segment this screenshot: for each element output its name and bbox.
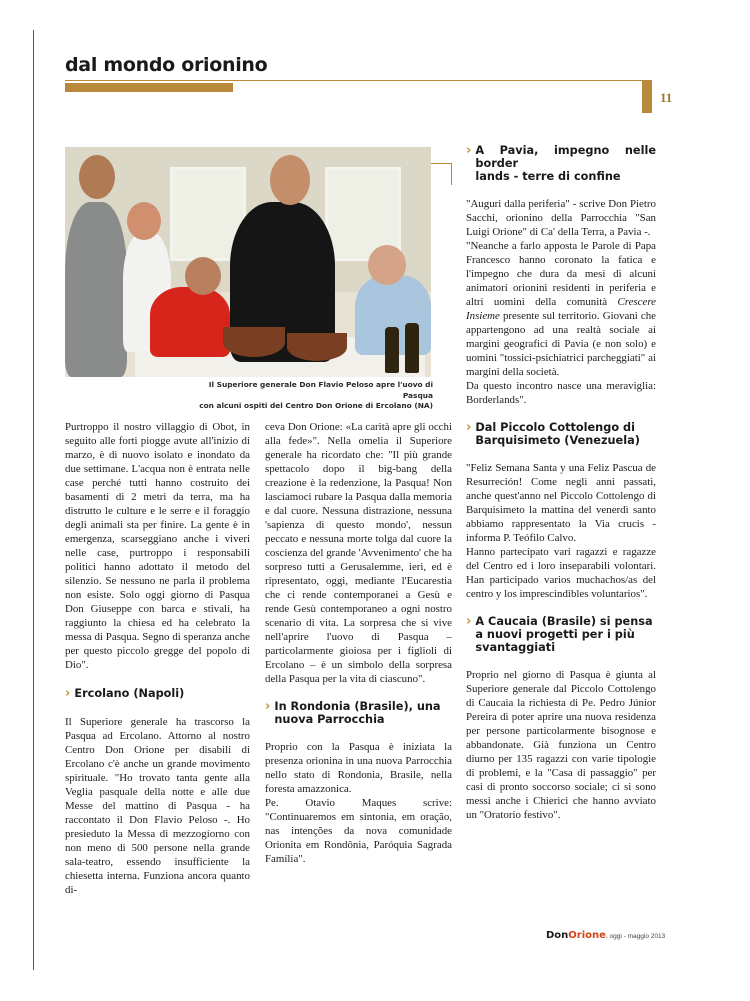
photo-person-head bbox=[368, 245, 406, 285]
paragraph: Da questo incontro nasce una meraviglia: Borderlands". bbox=[466, 380, 656, 406]
subheading-line: svantaggiati bbox=[475, 641, 556, 654]
paragraph bbox=[466, 239, 656, 379]
caption-line: Il Superiore generale Don Flavio Peloso apre l'uovo di Pasqua bbox=[208, 380, 433, 400]
photo-person bbox=[65, 202, 127, 377]
callout-line bbox=[451, 163, 452, 185]
paragraph: "Feliz Semana Santa y una Feliz Pascua de Resurreción! Come negli anni passati, anche quest'anno nel Piccolo Cottolengo di Barquisimeto la mattina del venerdì santo abbiamo rappresentato la Via crucis - informa P. Teófilo Calvo. bbox=[466, 462, 656, 544]
paragraph: Proprio con la Pasqua è iniziata la presenza orionina in una nuova Parrocchia nello stato di Rondonia, Brasile, nella foresta amazzonica. bbox=[265, 741, 452, 795]
page-tab-bar bbox=[642, 80, 652, 113]
subheading-rondonia bbox=[265, 700, 452, 726]
paragraph-part: "Neanche a farlo apposta le Parole di Papa Francesco hanno coronato la fatica e l'impegno che dura da mesi di alcuni animatori orionini residenti in periferia e altri uomini della comunità bbox=[466, 240, 656, 308]
brand-orione: Orione bbox=[568, 930, 606, 941]
chevron-icon: › bbox=[65, 686, 71, 701]
article-photo bbox=[65, 147, 431, 377]
header-rule bbox=[65, 80, 643, 81]
brand-don: Don bbox=[546, 930, 569, 941]
photo-bottle bbox=[385, 327, 399, 373]
photo-person-head bbox=[127, 202, 161, 240]
subheading-text bbox=[274, 700, 440, 726]
chevron-icon: › bbox=[265, 699, 271, 714]
subheading-text bbox=[475, 615, 652, 654]
photo-person bbox=[150, 287, 230, 357]
subheading-text bbox=[475, 421, 640, 447]
subheading-barquisimeto bbox=[466, 421, 656, 447]
page-margin-line bbox=[33, 30, 34, 970]
chevron-icon: › bbox=[466, 614, 472, 629]
caption-line: con alcuni ospiti del Centro Don Orione di Ercolano (NA) bbox=[199, 401, 433, 410]
photo-person-head bbox=[79, 155, 115, 199]
subheading-line: Barquisimeto (Venezuela) bbox=[475, 434, 640, 447]
subheading-line: In Rondonia (Brasile), una bbox=[274, 700, 441, 713]
chevron-icon: › bbox=[466, 143, 472, 158]
text-column-3 bbox=[466, 144, 656, 822]
header-accent-bar bbox=[65, 83, 233, 92]
chevron-icon: › bbox=[466, 420, 472, 435]
paragraph: Il Superiore generale ha trascorso la Pasqua ad Ercolano. Attorno al nostro Centro Don Orione per disabili di Ercolano c'è anche un grande movimento spirituale. "Ho trovato tanta gente alla Veglia pasquale della notte e alle due Messe del mattino di Pasqua - ha raccontato il Don Flavio Peloso -. Ho presieduto la Messa di mezzogiorno con non meno di 500 persone nella grande sala-teatro, essendo insufficiente la chiesetta interna. Funziona ancora quanto di- bbox=[65, 716, 250, 896]
page-number: 11 bbox=[660, 90, 673, 105]
photo-person-head bbox=[185, 257, 221, 295]
paragraph: Proprio nel giorno di Pasqua è giunta al Superiore generale dal Piccolo Cottolengo di Caucaia la richiesta di Pe. Pedro Júnior Pereira di poter aprire una nuova residenza per persone particolarmente bisognose e abbandonate. Già funziona un Centro diurno per 135 ragazzi con varie tipologie di problemi, e la "Casa di passaggio" per casi di pronto soccorso sociale; ci si sono messi anche i Chierici che hanno avviato un "Oratorio festivo". bbox=[466, 669, 656, 821]
photo-bottle bbox=[405, 323, 419, 373]
footer-brand bbox=[546, 930, 665, 941]
subheading-line: Dal Piccolo Cottolengo di bbox=[475, 421, 635, 434]
text-column-1 bbox=[65, 420, 250, 897]
subheading-text bbox=[475, 144, 656, 183]
paragraph-part: presente sul territorio. Giovani che appartengono ad una realtà sociale ai margini geografici di Pavia (e non solo) e uomini "tossici-psichiatrici parcheggiati" ai margini della società. bbox=[466, 310, 656, 378]
subheading-ercolano bbox=[65, 687, 250, 701]
paragraph: Pe. Otavio Maques scrive: "Continuaremos em sintonia, em oração, nas intenções da nova comunidade Orionita em Rondônia, Paróquia Sagrada Família". bbox=[265, 797, 452, 865]
subheading-text: Ercolano (Napoli) bbox=[74, 687, 185, 700]
subheading-line: A Pavia, impegno nelle border bbox=[475, 144, 656, 170]
paragraph: ceva Don Orione: «La carità apre gli occhi alla fede»". Nella omelia il Superiore generale ha ricordato che: "Il più grande spettacolo dopo il big-bang della creazione è la redenzione, la Pasqua! Non lasciamoci rubare la Pasqua dalla memoria e dal cuore. Nessuna distrazione, nessuna 'sapienza di questo mondo', nessun peccato e nessuna morte tolga dal cuore la coscienza del grande 'Avvenimento' che ha sorpreso tutti a Gerusalemme, ieri, ed è ripresentato, oggi, mediante l'Eucarestia che ci rende contemporanei a Gesù e rende Gesù contemporaneo a ogni nostro scenario di vita. La sorpresa che si vive nell'aprire l'uovo di Pasqua – particolarmente gioiosa per i figlioli di Ercolano – è un simbolo della sorpresa della Pasqua per la vita di ciascuno". bbox=[265, 421, 452, 685]
paragraph: Hanno partecipato vari ragazzi e ragazze del Centro ed i loro inseparabili volontari. Han participado varios muchachos/as del centro y los imprescindibles voluntarios". bbox=[466, 546, 656, 600]
photo-person-head bbox=[270, 155, 310, 205]
text-column-2 bbox=[265, 420, 452, 866]
paragraph: Purtroppo il nostro villaggio di Obot, in seguito alle forti piogge avute all'inizio di marzo, è di nuovo isolato e inondato da due settimane. L'acqua non è entrata nelle case perché tutti hanno costruito dei basamenti di 2 metri da terra, ma ha distrutto le culture e le serre e il foraggio degli animali sta per finire. La gente è in emergenza, scarseggiano anche i viveri nelle case, purtroppo i responsabili politici hanno adottato il metodo del silenzio. Se nessuno ne parla il problema non esiste. Solo oggi giorno di Pasqua Don Giuseppe con barca e stivali, ha raggiunto la chiesa ed ha celebrato la messa di Pasqua. Segno di speranza anche per questo piccolo gregge del popolo di Dio". bbox=[65, 421, 250, 671]
issue-info: , oggi - maggio 2013 bbox=[605, 933, 666, 940]
photo-easter-egg bbox=[223, 327, 285, 357]
photo-caption bbox=[195, 380, 433, 412]
photo-easter-egg bbox=[287, 333, 347, 361]
callout-line bbox=[431, 163, 451, 164]
subheading-line: nuova Parrocchia bbox=[274, 713, 385, 726]
paragraph: "Auguri dalla periferia" - scrive Don Pietro Sacchi, orionino della Parrocchia "San Luigi Orione" di Ca' della Terra, a Pavia -. bbox=[466, 198, 656, 238]
section-title: dal mondo orionino bbox=[65, 54, 268, 76]
subheading-line: A Caucaia (Brasile) si pensa bbox=[475, 615, 653, 628]
subheading-line: lands - terre di confine bbox=[475, 170, 621, 183]
subheading-line: a nuovi progetti per i più bbox=[475, 628, 635, 641]
subheading-pavia bbox=[466, 144, 656, 183]
subheading-caucaia bbox=[466, 615, 656, 654]
italic-name: Crescere Insieme bbox=[466, 296, 656, 322]
